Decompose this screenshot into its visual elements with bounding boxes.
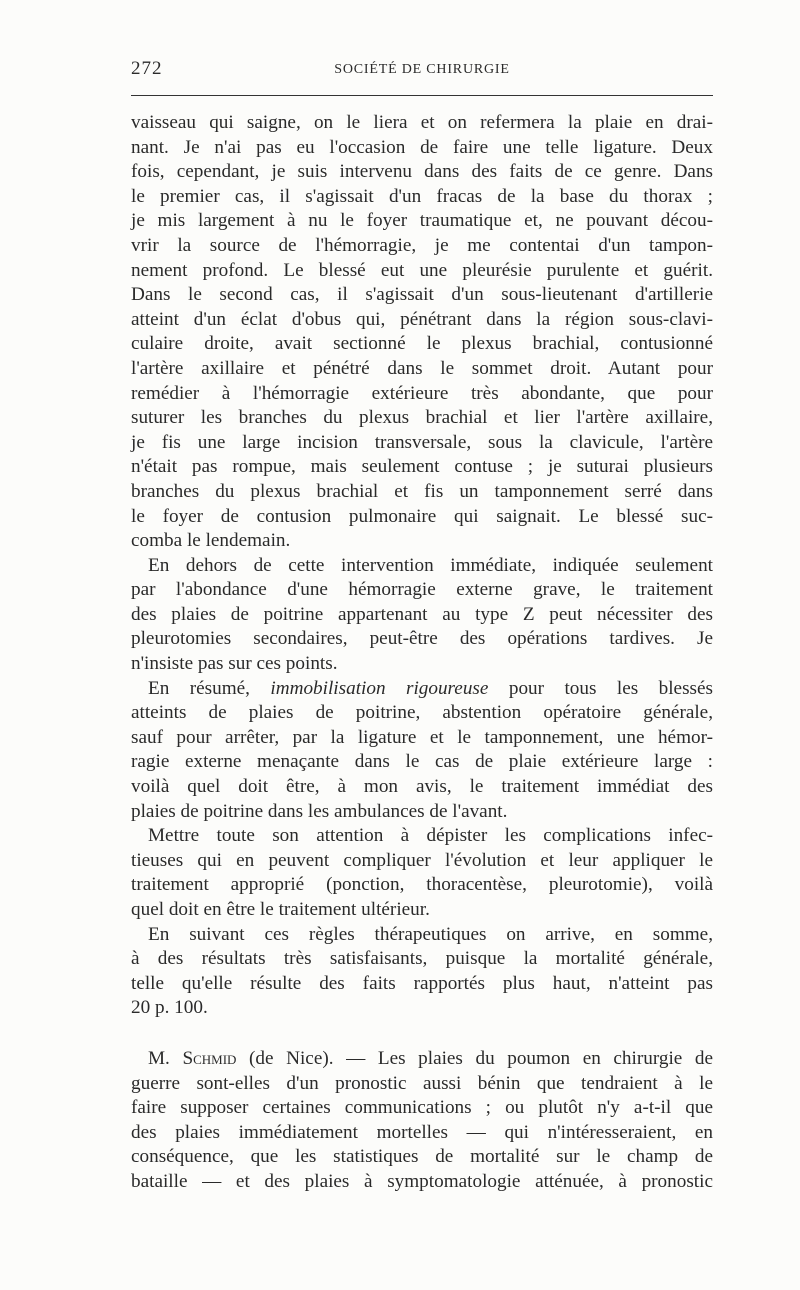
text-line: n'insiste pas sur ces points. xyxy=(131,653,338,675)
text-line: culaire droite, avait sectionné le plexus brachial, contusionné xyxy=(131,333,713,355)
paragraph-6 xyxy=(131,1047,713,1195)
text-line: Mettre toute son attention à dépister les complications infec- xyxy=(148,825,713,847)
text-line: des plaies de poitrine appartenant au type Z peut nécessiter des xyxy=(131,603,713,625)
text-line: nant. Je n'ai pas eu l'occasion de faire une telle ligature. Deux xyxy=(131,136,713,158)
text-line: quel doit en être le traitement ultérieur. xyxy=(131,899,430,920)
text-line xyxy=(131,677,713,702)
text-line: je mis largement à nu le foyer traumatique et, ne pouvant décou- xyxy=(131,210,713,232)
text-line: fois, cependant, je suis intervenu dans des faits de ce genre. Dans xyxy=(131,161,713,183)
text-line: remédier à l'hémorragie extérieure très abondante, que pour xyxy=(131,382,713,404)
text-line: à des résultats très satisfaisants, puisque la mortalité générale, xyxy=(131,948,713,970)
text-line: le premier cas, il s'agissait d'un fracas de la base du thorax ; xyxy=(131,185,713,207)
text-line: nement profond. Le blessé eut une pleurésie purulente et guérit. xyxy=(131,259,713,281)
page-number: 272 xyxy=(131,58,163,79)
text-run: En résumé, xyxy=(148,677,250,699)
text-line: Dans le second cas, il s'agissait d'un sous-lieutenant d'artillerie xyxy=(131,284,713,306)
text-line: En dehors de cette intervention immédiate, indiquée seulement xyxy=(148,554,713,576)
text-line: faire supposer certaines communications ; ou plutôt n'y a-t-il que xyxy=(131,1097,713,1119)
text-line xyxy=(131,1047,713,1072)
text-line: sauf pour arrêter, par la ligature et le tamponnement, une hémor- xyxy=(131,726,713,748)
italic-emphasis: immobilisation rigoureuse xyxy=(270,677,489,699)
speaker-name: Schmid xyxy=(182,1047,237,1069)
text-line: suturer les branches du plexus brachial et lier l'artère axillaire, xyxy=(131,407,713,429)
text-line: comba le lendemain. xyxy=(131,530,291,552)
text-line: vaisseau qui saigne, on le liera et on refermera la plaie en drai- xyxy=(131,112,713,133)
page-header xyxy=(131,56,713,86)
speaker-initial: M. xyxy=(148,1047,170,1069)
text-line: vrir la source de l'hémorragie, je me contentai d'un tampon- xyxy=(131,234,713,256)
body-text xyxy=(131,111,713,1195)
text-line: traitement approprié (ponction, thoracentèse, pleurotomie), voilà xyxy=(131,874,713,896)
paragraph-4 xyxy=(131,824,713,922)
text-line: ragie externe menaçante dans le cas de plaie extérieure large : xyxy=(131,751,713,773)
header-rule xyxy=(131,95,713,96)
running-head: SOCIÉTÉ DE CHIRURGIE xyxy=(334,62,510,77)
text-line: atteints de plaies de poitrine, abstention opératoire générale, xyxy=(131,702,713,724)
text-line: atteint d'un éclat d'obus qui, pénétrant dans la région sous-clavi- xyxy=(131,308,713,330)
text-line: des plaies immédiatement mortelles — qui n'intéresseraient, en xyxy=(131,1121,713,1143)
text-line: je fis une large incision transversale, sous la clavicule, l'artère xyxy=(131,431,713,453)
paragraph-5 xyxy=(131,923,713,1021)
section-gap xyxy=(131,1021,713,1047)
paragraph-1 xyxy=(131,111,713,554)
text-run: pour tous les blessés xyxy=(508,677,713,699)
text-line: voilà quel doit être, à mon avis, le traitement immédiat des xyxy=(131,776,713,798)
text-line: guerre sont-elles d'un pronostic aussi bénin que tendraient à le xyxy=(131,1072,713,1094)
text-line: par l'abondance d'une hémorragie externe grave, le traitement xyxy=(131,579,713,601)
text-line: l'artère axillaire et pénétré dans le sommet droit. Autant pour xyxy=(131,357,713,379)
text-line: n'était pas rompue, mais seulement contuse ; je suturai plusieurs xyxy=(131,456,713,478)
text-line: plaies de poitrine dans les ambulances de l'avant. xyxy=(131,800,508,822)
paragraph-2 xyxy=(131,554,713,677)
text-line: 20 p. 100. xyxy=(131,997,208,1019)
text-line: pleurotomies secondaires, peut-être des opérations tardives. Je xyxy=(131,628,713,650)
text-line: le foyer de contusion pulmonaire qui saignait. Le blessé suc- xyxy=(131,505,713,527)
text-run: (de Nice). — Les plaies du poumon en chirurgie de xyxy=(249,1047,713,1069)
text-line: tieuses qui en peuvent compliquer l'évolution et leur appliquer le xyxy=(131,849,713,871)
text-line: telle qu'elle résulte des faits rapportés plus haut, n'atteint pas xyxy=(131,972,713,994)
text-line: bataille — et des plaies à symptomatologie atténuée, à pronostic xyxy=(131,1170,713,1192)
text-line: conséquence, que les statistiques de mortalité sur le champ de xyxy=(131,1146,713,1168)
text-line: branches du plexus brachial et fis un tamponnement serré dans xyxy=(131,480,713,502)
text-line: En suivant ces règles thérapeutiques on arrive, en somme, xyxy=(148,923,713,945)
paragraph-3 xyxy=(131,677,713,825)
